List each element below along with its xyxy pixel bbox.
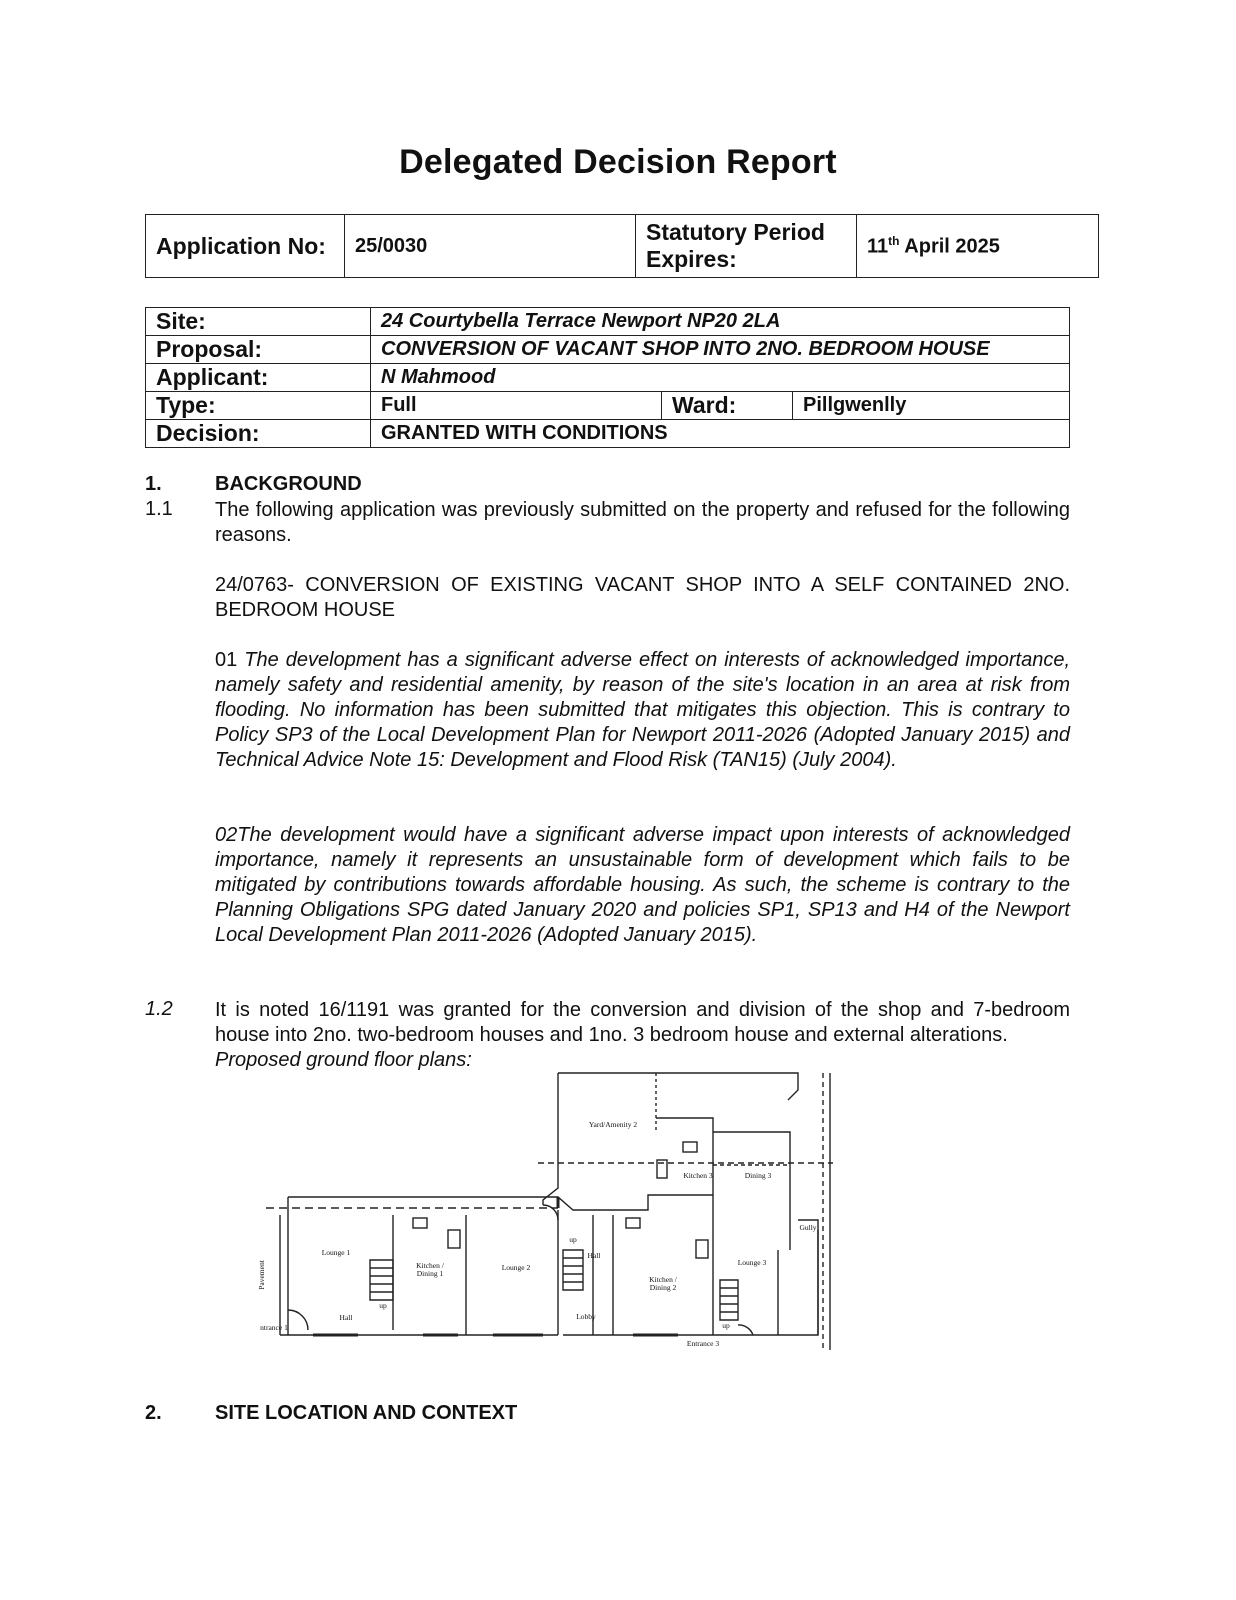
decision-value: GRANTED WITH CONDITIONS	[371, 420, 1070, 448]
plan-label-hall2: Hall	[587, 1251, 601, 1260]
para-1-2-text: It is noted 16/1191 was granted for the conversion and division of the shop and 7-bedroom house into 2no. two-bedroom houses and 1no. 3 bedroom house and external alterations.	[215, 999, 1070, 1046]
plan-label-up2: up	[569, 1235, 577, 1244]
plan-label-lobby: Lobby	[576, 1312, 596, 1321]
plan-label-kitchen3: Kitchen 3	[683, 1171, 713, 1180]
type-label: Type:	[146, 392, 371, 420]
plan-label-entrance3: Entrance 3	[686, 1339, 720, 1348]
expiry-day: 11	[867, 235, 889, 258]
plan-label-dining3: Dining 3	[744, 1171, 772, 1180]
plan-label-lounge1: Lounge 1	[321, 1248, 351, 1257]
application-no-label: Application No:	[146, 215, 345, 278]
plan-label-gully: Gully	[799, 1223, 817, 1232]
plan-label-up1: up	[379, 1301, 387, 1310]
reason-1-number: 01	[215, 649, 245, 671]
statutory-label-line2: Expires:	[646, 246, 737, 272]
plan-label-lounge3: Lounge 3	[737, 1258, 767, 1267]
plan-label-pavement: Pavement	[257, 1260, 266, 1290]
type-value: Full	[371, 392, 662, 420]
para-1-1-text: The following application was previously submitted on the property and refused for the following reasons.	[215, 499, 1070, 546]
proposed-ground-floor-plan	[258, 1070, 838, 1352]
statutory-label-line1: Statutory Period	[646, 219, 825, 245]
site-value: 24 Courtybella Terrace Newport NP20 2LA	[371, 308, 1070, 336]
plan-label-hall1: Hall	[339, 1313, 353, 1322]
section1-number: 1.	[145, 473, 162, 495]
plan-label-entrance1: ntrance 1	[260, 1323, 288, 1332]
refusal-reason-2: 02The development would have a significant adverse impact upon interests of acknowledged importance, namely it represents an unsustainable form of development which fails to be mitigated by contributions towards affordable housing. As such, the scheme is contrary to the Planning Obligations SPG dated January 2020 and policies SP1, SP13 and H4 of the Newport Local Development Plan 2011-2026 (Adopted January 2015).	[215, 824, 1070, 946]
application-details-table	[145, 307, 1070, 448]
plan-label-kitchen-dining2-a: Kitchen /	[649, 1275, 677, 1284]
proposal-label: Proposal:	[146, 336, 371, 364]
ward-label: Ward:	[662, 392, 793, 420]
expiry-suffix: th	[888, 233, 900, 248]
para-1-2-number: 1.2	[145, 998, 173, 1020]
plans-caption: Proposed ground floor plans:	[215, 1049, 472, 1071]
plan-label-kitchen-dining2-b: Dining 2	[649, 1283, 677, 1292]
site-label: Site:	[146, 308, 371, 336]
plan-label-kitchen-dining1-a: Kitchen /	[416, 1261, 444, 1270]
para-1-1-number: 1.1	[145, 498, 173, 520]
reason-1-text: The development has a significant adverse effect on interests of acknowledged importance, namely safety and residential amenity, by reason of the site's location in an area at risk from flooding. No information has been submitted that mitigates this objection. This is contrary to Policy SP3 of the Local Development Plan for Newport 2011-2026 (Adopted January 2015) and Technical Advice Note 15: Development and Flood Risk (TAN15) (July 2004).	[215, 649, 1070, 771]
previous-application: 24/0763- CONVERSION OF EXISTING VACANT SHOP INTO A SELF CONTAINED 2NO. BEDROOM HOUSE	[215, 574, 1070, 621]
section1-heading: BACKGROUND	[215, 473, 362, 495]
plan-label-lounge2: Lounge 2	[501, 1263, 531, 1272]
proposal-value: CONVERSION OF VACANT SHOP INTO 2NO. BEDROOM HOUSE	[371, 336, 1070, 364]
section2-number: 2.	[145, 1402, 162, 1424]
applicant-value: N Mahmood	[371, 364, 1070, 392]
ward-value: Pillgwenlly	[793, 392, 1070, 420]
report-title: Delegated Decision Report	[399, 143, 837, 181]
application-no-value: 25/0030	[345, 215, 636, 278]
plan-label-yard: Yard/Amenity 2	[588, 1120, 638, 1129]
plan-label-kitchen-dining1-b: Dining 1	[416, 1269, 444, 1278]
refusal-reason-1	[215, 648, 1070, 773]
application-header-table	[145, 214, 1099, 278]
expiry-rest: April 2025	[899, 235, 1000, 258]
section2-heading: SITE LOCATION AND CONTEXT	[215, 1402, 518, 1424]
plan-label-up3: up	[722, 1321, 730, 1330]
decision-label: Decision:	[146, 420, 371, 448]
statutory-period-label	[636, 215, 857, 278]
expiry-date-value	[857, 215, 1099, 278]
applicant-label: Applicant:	[146, 364, 371, 392]
